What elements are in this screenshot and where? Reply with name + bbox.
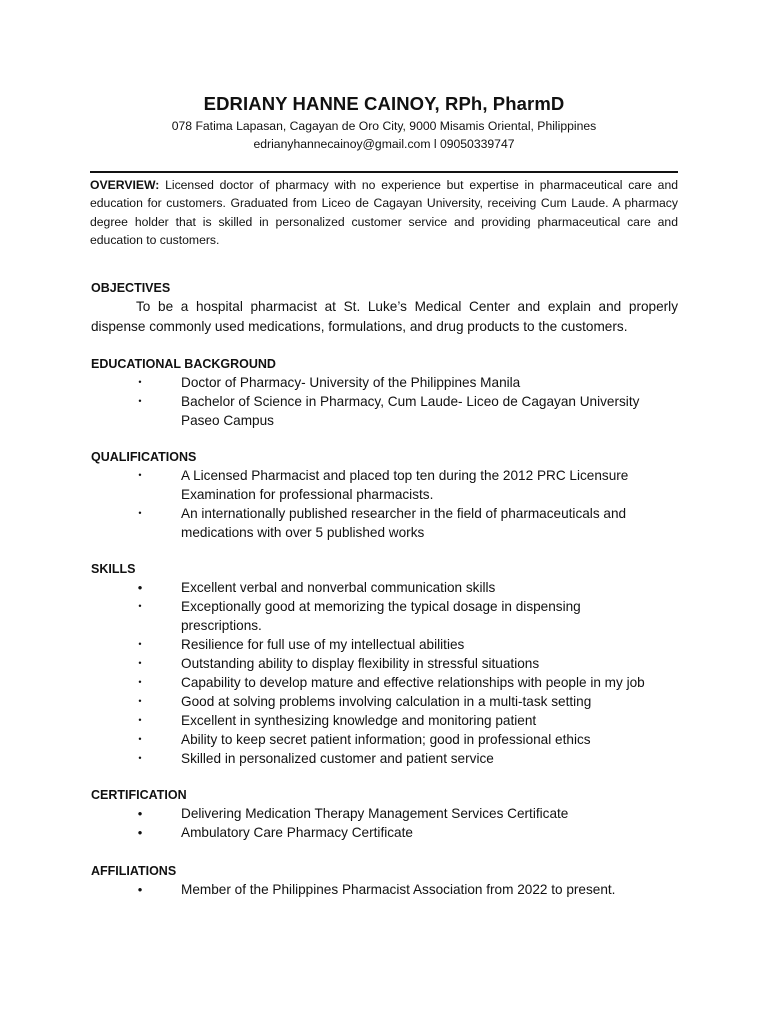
candidate-name: EDRIANY HANNE CAINOY, RPh, PharmD [203,93,565,114]
skills-list [91,578,678,768]
skills-heading: SKILLS [91,562,136,576]
bullet-glyph: • [138,601,142,611]
affiliations-heading: AFFILIATIONS [91,864,177,878]
bullet-glyph: • [137,825,143,840]
objectives-heading: OBJECTIVES [91,281,171,295]
education-heading: EDUCATIONAL BACKGROUND [91,357,276,371]
list-item: • Excellent verbal and nonverbal communication skills [91,578,678,597]
bullet-glyph: • [138,753,142,763]
affiliations-list [91,880,678,899]
list-item: • Capability to develop mature and effective relationships with people in my job [91,673,678,692]
bullet-glyph: • [138,396,142,406]
certification-list [91,804,678,842]
bullet-glyph: • [138,677,142,687]
bullet-glyph: • [138,696,142,706]
bullet-glyph: • [138,715,142,725]
bullet-glyph: • [138,470,142,480]
education-list [91,373,678,430]
list-item: • Ability to keep secret patient information; good in professional ethics [91,730,678,749]
list-item: • Skilled in personalized customer and patient service [91,749,678,768]
list-item: • Member of the Philippines Pharmacist Association from 2022 to present. [91,880,678,899]
list-item: • Outstanding ability to display flexibility in stressful situations [91,654,678,673]
objectives-text: To be a hospital pharmacist at St. Luke’s Medical Center and explain and properly dispense commonly used medications, formulations, and drug products to the customers. [91,299,678,334]
qualifications-list [91,466,678,542]
bullet-glyph: • [137,806,143,821]
list-item: • Bachelor of Science in Pharmacy, Cum Laude- Liceo de Cagayan University Paseo Campus [91,392,678,430]
list-item: • Exceptionally good at memorizing the typical dosage in dispensing prescriptions. [91,597,678,635]
bullet-glyph: • [137,882,143,897]
list-item: • Resilience for full use of my intellectual abilities [91,635,678,654]
bullet-glyph: • [138,658,142,668]
address-line: 078 Fatima Lapasan, Cagayan de Oro City, 9000 Misamis Oriental, Philippines [171,119,597,133]
qualifications-heading: QUALIFICATIONS [91,450,197,464]
list-item: • An internationally published researcher in the field of pharmaceuticals and medications with over 5 published works [91,504,678,542]
list-item: • Doctor of Pharmacy- University of the Philippines Manila [91,373,678,392]
list-item: • Ambulatory Care Pharmacy Certificate [91,823,678,842]
header-divider [90,171,678,173]
contact-line: edrianyhannecainoy@gmail.com l 09050339747 [253,137,515,151]
overview-paragraph [90,176,678,250]
bullet-glyph: • [138,639,142,649]
bullet-glyph: • [138,377,142,387]
list-item: • Excellent in synthesizing knowledge and monitoring patient [91,711,678,730]
list-item: • Good at solving problems involving calculation in a multi-task setting [91,692,678,711]
overview-label: OVERVIEW: [90,178,160,192]
bullet-glyph: • [137,580,143,595]
certification-heading: CERTIFICATION [91,788,187,802]
bullet-glyph: • [138,508,142,518]
overview-text: Licensed doctor of pharmacy with no experience but expertise in pharmaceutical care and education for customers. Graduated from Liceo de Cagayan University, receiving Cum Laude. A pharmacy degree holder that is skilled in personalized customer service and providing pharmaceutical care and education to customers. [90,178,678,248]
list-item: • A Licensed Pharmacist and placed top ten during the 2012 PRC Licensure Examination for professional pharmacists. [91,466,678,504]
list-item: • Delivering Medication Therapy Management Services Certificate [91,804,678,823]
bullet-glyph: • [138,734,142,744]
